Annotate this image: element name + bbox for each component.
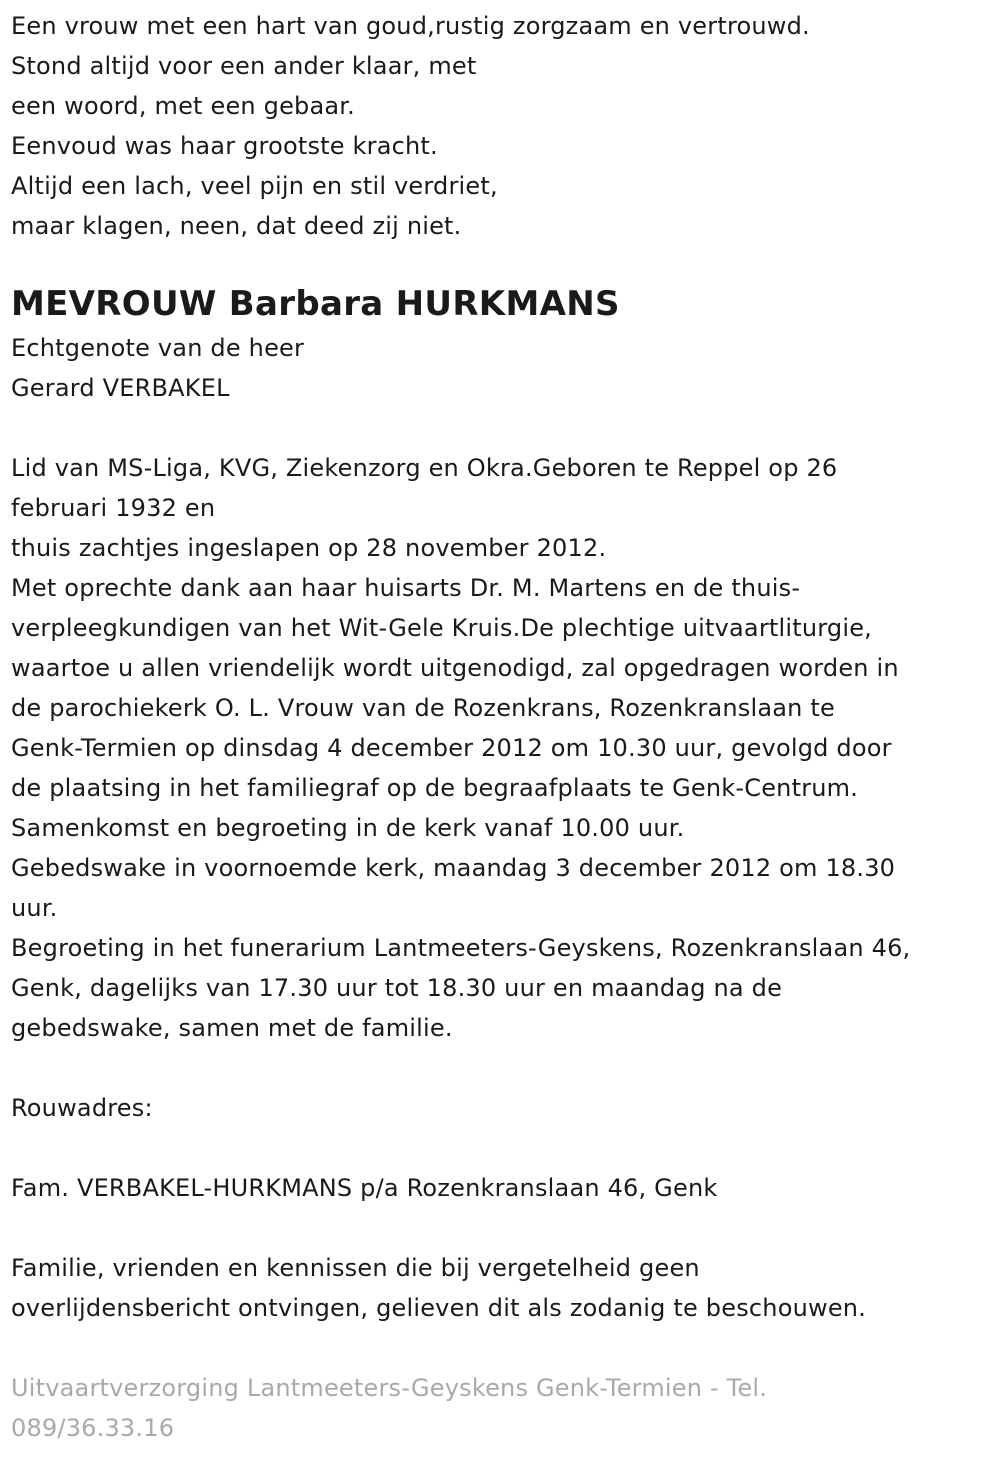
footer-line: Uitvaartverzorging Lantmeeters-Geyskens Genk-Termien - Tel. <box>11 1374 768 1402</box>
poem <box>11 6 991 246</box>
closing-line: Familie, vrienden en kennissen die bij vergetelheid geen <box>11 1254 700 1282</box>
body-line: de plaatsing in het familiegraf op de begraafplaats te Genk-Centrum. <box>11 774 859 802</box>
spacer <box>11 1328 991 1368</box>
body-line: Begroeting in het funerarium Lantmeeters-Geyskens, Rozenkranslaan 46, <box>11 934 911 962</box>
body-line: uur. <box>11 894 58 922</box>
spouse-line: Gerard VERBAKEL <box>11 374 230 402</box>
spouse-info <box>11 328 991 408</box>
closing-line: overlijdensbericht ontvingen, gelieven dit als zodanig te beschouwen. <box>11 1294 867 1322</box>
address-label: Rouwadres: <box>11 1094 153 1122</box>
poem-line: Een vrouw met een hart van goud,rustig zorgzaam en vertrouwd. <box>11 12 810 40</box>
body-line: februari 1932 en <box>11 494 216 522</box>
spacer <box>11 1048 991 1088</box>
body-line: gebedswake, samen met de familie. <box>11 1014 453 1042</box>
body-line: Genk, dagelijks van 17.30 uur tot 18.30 uur en maandag na de <box>11 974 783 1002</box>
footer-phone: 089/36.33.16 <box>11 1414 175 1442</box>
notice-body <box>11 448 991 1048</box>
spacer <box>11 1128 991 1168</box>
poem-line: maar klagen, neen, dat deed zij niet. <box>11 212 462 240</box>
spacer <box>11 1208 991 1248</box>
body-line: Met oprechte dank aan haar huisarts Dr. M. Martens en de thuis- <box>11 574 801 602</box>
spacer <box>11 408 991 448</box>
mourning-address: Fam. VERBAKEL-HURKMANS p/a Rozenkranslaan 46, Genk <box>11 1174 718 1202</box>
body-line: Lid van MS-Liga, KVG, Ziekenzorg en Okra.Geboren te Reppel op 26 <box>11 454 838 482</box>
body-line: thuis zachtjes ingeslapen op 28 november 2012. <box>11 534 607 562</box>
spouse-line: Echtgenote van de heer <box>11 334 305 362</box>
deceased-name: MEVROUW Barbara HURKMANS <box>11 284 620 324</box>
obituary-notice <box>11 6 991 1448</box>
body-line: verpleegkundigen van het Wit-Gele Kruis.De plechtige uitvaartliturgie, <box>11 614 872 642</box>
poem-line: een woord, met een gebaar. <box>11 92 356 120</box>
body-line: Genk-Termien op dinsdag 4 december 2012 om 10.30 uur, gevolgd door <box>11 734 892 762</box>
poem-line: Altijd een lach, veel pijn en stil verdriet, <box>11 172 498 200</box>
body-line: waartoe u allen vriendelijk wordt uitgenodigd, zal opgedragen worden in <box>11 654 899 682</box>
body-line: Samenkomst en begroeting in de kerk vanaf 10.00 uur. <box>11 814 685 842</box>
body-line: Gebedswake in voornoemde kerk, maandag 3 december 2012 om 18.30 <box>11 854 896 882</box>
poem-line: Eenvoud was haar grootste kracht. <box>11 132 438 160</box>
poem-line: Stond altijd voor een ander klaar, met <box>11 52 477 80</box>
body-line: de parochiekerk O. L. Vrouw van de Rozenkrans, Rozenkranslaan te <box>11 694 835 722</box>
funeral-home-footer <box>11 1368 991 1448</box>
closing-note <box>11 1248 991 1328</box>
